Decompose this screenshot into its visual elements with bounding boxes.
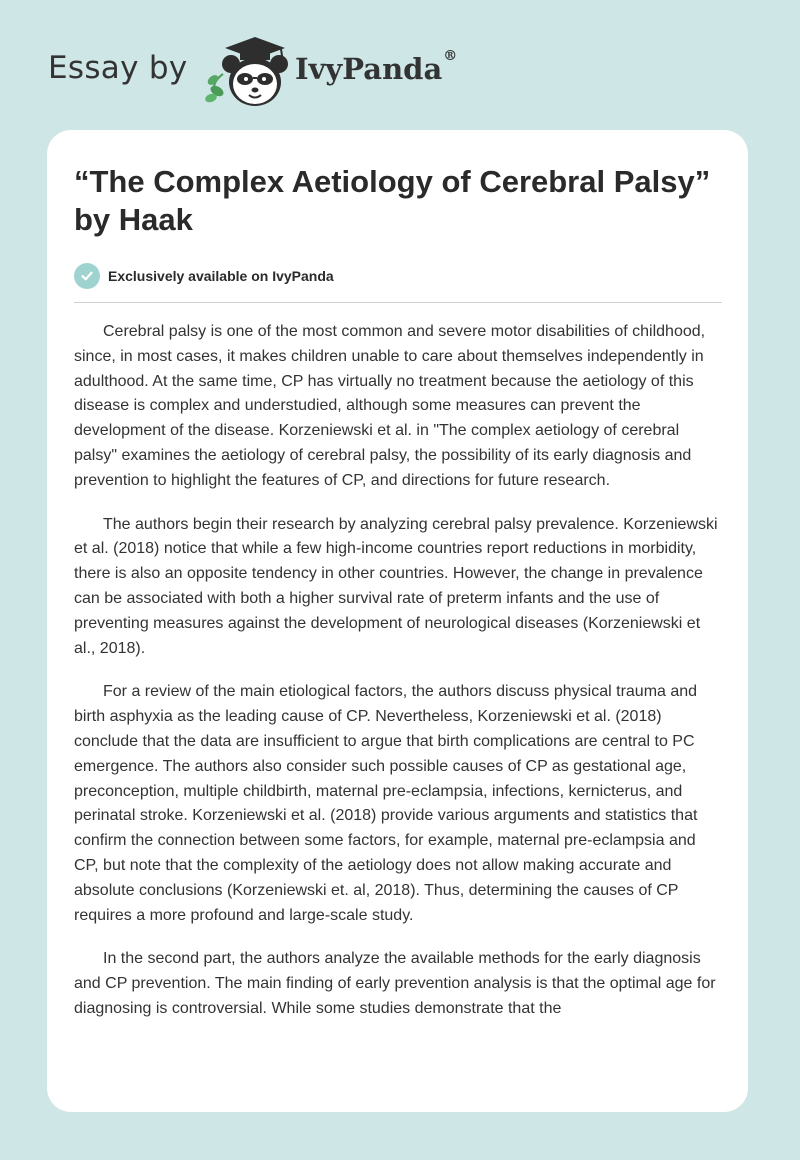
check-circle-icon: [74, 263, 100, 289]
site-header: [48, 34, 508, 114]
exclusive-badge: [74, 263, 334, 289]
paragraph-3: For a review of the main etiological factors, the authors discuss physical trauma and birth asphyxia as the leading cause of CP. Nevertheless, Korzeniewski et al. (2018) conclude that the data are insufficient to argue that birth complications are central to PC emergence. The authors also consider such possible causes of CP as gestational age, preconception, multiple childbirth, maternal pre-eclampsia, infections, kernicterus, and perinatal stroke. Korzeniewski et al. (2018) provide various arguments and statistics that confirm the connection between some factors, for example, maternal pre-eclampsia and CP, but note that the complexity of the aetiology does not allow making accurate and absolute conclusions (Korzeniewski et. al, 2018). Thus, determining the causes of CP requires a more profound and large-scale study.: [74, 683, 698, 924]
panda-graduate-icon: [203, 34, 293, 110]
exclusive-label: Exclusively available on IvyPanda: [108, 268, 334, 284]
essay-body: [74, 320, 724, 1041]
brand-name: [295, 48, 458, 86]
trademark-mark: ®: [443, 48, 458, 64]
essay-title: “The Complex Aetiology of Cerebral Palsy” by Haak: [74, 164, 711, 237]
paragraph-1: Cerebral palsy is one of the most common and severe motor disabilities of childhood, since, in most cases, it makes children unable to care about themselves independently in adulthood. At the same time, CP has virtually no treatment because the aetiology of this disease is complex and understudied, although some measures can prevent the development of the disease. Korzeniewski et al. in "The complex aetiology of cerebral palsy" examines the aetiology of cerebral palsy, the possibility of its early diagnosis and prevention to highlight the features of CP, and directions for future research.: [74, 323, 706, 489]
essay-card: [47, 130, 748, 1112]
essay-by-label: Essay by: [48, 50, 188, 86]
paragraph-2: The authors begin their research by analyzing cerebral palsy prevalence. Korzeniewski et al. (2018) notice that while a few high-income countries report reductions in morbidity, there is also an opposite tendency in other countries. However, the change in prevalence can be associated with both a higher survival rate of preterm infants and the use of preventing measures against the development of neurological diseases (Korzeniewski et al., 2018).: [74, 515, 718, 657]
paragraph-4: In the second part, the authors analyze the available methods for the early diagnosis and CP prevention. The main finding of early prevention analysis is that the optimal age for diagnosing is controversial. While some studies demonstrate that the: [74, 950, 716, 1017]
brand-text: IvyPanda: [295, 52, 443, 86]
divider: [74, 302, 722, 303]
